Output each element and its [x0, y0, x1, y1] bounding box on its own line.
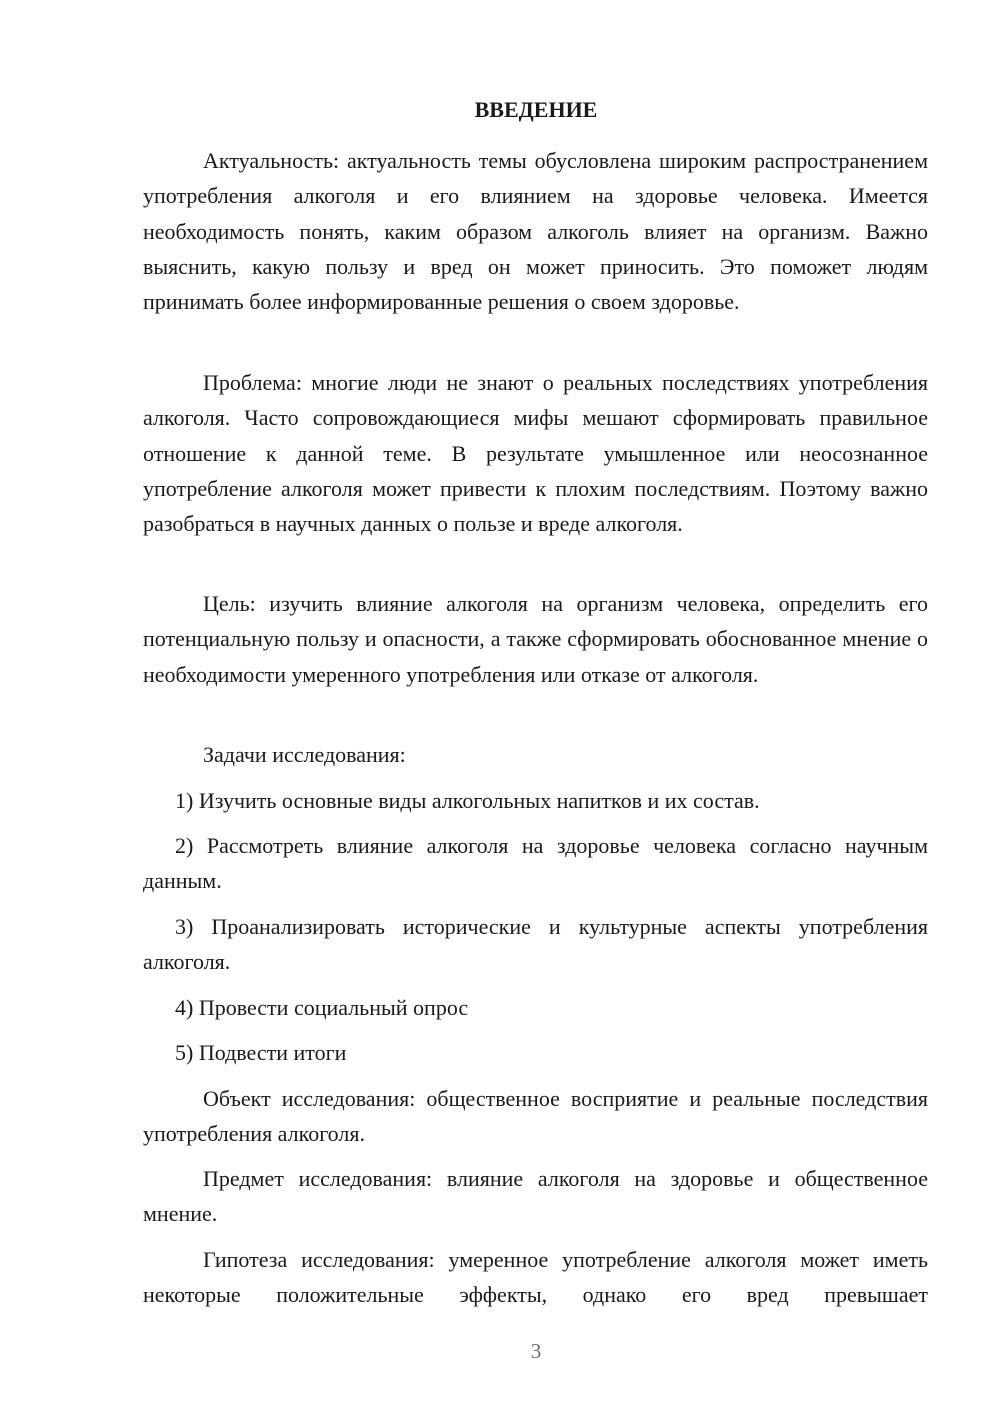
problem-paragraph: Проблема: многие люди не знают о реальных последствиях употребления алкоголя. Часто сопровождающиеся мифы мешают сформировать правильное отношение к данной теме. В результате умышленное или неосознанное употребление алкоголя может привести к плохим последствиям. Поэтому важно разобраться в научных данных о пользе и вреде алкоголя.	[143, 370, 928, 537]
task-item: 2) Рассмотреть влияние алкоголя на здоровье человека согласно научным данным.	[143, 833, 928, 894]
goal-paragraph: Цель: изучить влияние алкоголя на организм человека, определить его потенциальную пользу и опасности, а также сформировать обоснованное мнение о необходимости умеренного употребления или отказе от алкоголя.	[143, 591, 928, 687]
tasks-heading: Задачи исследования:	[203, 742, 406, 767]
task-item: 3) Проанализировать исторические и культурные аспекты употребления алкоголя.	[143, 914, 928, 975]
task-item: 4) Провести социальный опрос	[175, 995, 469, 1020]
task-item: 5) Подвести итоги	[175, 1040, 347, 1065]
task-item: 1) Изучить основные виды алкогольных напитков и их состав.	[175, 788, 760, 813]
relevance-paragraph: Актуальность: актуальность темы обусловлена широким распространением употребления алкоголя и его влиянием на здоровье человека. Имеется необходимость понять, каким образом алкоголь влияет на организм. Важно выяснить, какую пользу и вред он может приносить. Это поможет людям принимать более информированные решения о своем здоровье.	[143, 148, 928, 315]
hypothesis-paragraph: Гипотеза исследования: умеренное употребление алкоголя может иметь некоторые положительные эффекты, однако его вред превышает	[143, 1247, 928, 1308]
page-number: 3	[530, 1339, 542, 1363]
section-heading: ВВЕДЕНИЕ	[474, 97, 598, 122]
subject-paragraph: Предмет исследования: влияние алкоголя на здоровье и общественное мнение.	[143, 1166, 928, 1227]
object-paragraph: Объект исследования: общественное восприятие и реальные последствия употребления алкоголя.	[143, 1086, 928, 1147]
